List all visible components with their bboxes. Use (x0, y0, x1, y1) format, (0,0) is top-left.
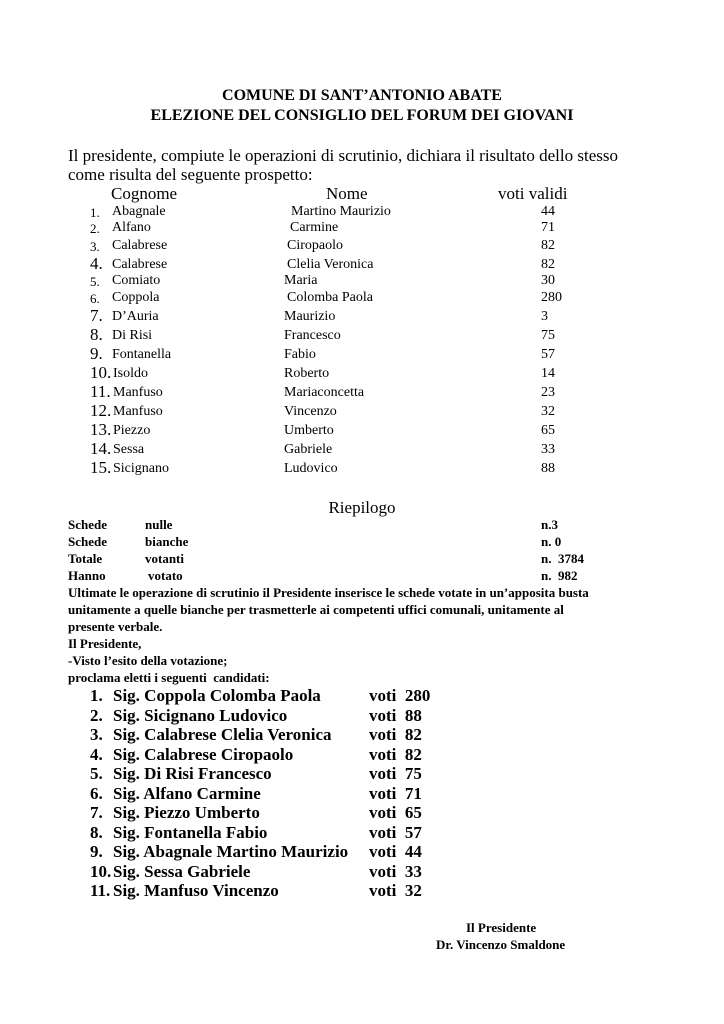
row-votes: 88 (541, 461, 555, 476)
summary-label-b: bianche (145, 534, 189, 549)
elected-name: Sig. Calabrese Ciropaolo (113, 745, 294, 764)
summary-label-b: votato (148, 568, 183, 583)
row-surname: Alfano (112, 220, 151, 235)
row-surname: Sessa (113, 442, 145, 457)
elected-votes: voti 44 (369, 842, 422, 861)
summary-label-a: Schede (68, 534, 107, 549)
row-surname: Calabrese (112, 257, 168, 272)
elected-name: Sig. Calabrese Clelia Veronica (113, 725, 332, 744)
elected-number: 5. (90, 764, 103, 783)
row-number: 9. (90, 344, 103, 363)
row-surname: Piezzo (113, 423, 151, 438)
header-subtitle: ELEZIONE DEL CONSIGLIO DEL FORUM DEI GIOVANI (150, 107, 574, 124)
elected-name: Sig. Abagnale Martino Maurizio (113, 842, 349, 861)
row-number: 4. (90, 254, 103, 273)
row-name: Clelia Veronica (287, 257, 374, 272)
row-number: 2. (90, 221, 100, 236)
row-surname: Di Risi (112, 328, 153, 343)
closing-line-1: Ultimate le operazione di scrutinio il Presidente inserisce le schede votate in un’apposita busta (68, 585, 589, 600)
row-votes: 30 (541, 273, 555, 288)
row-votes: 14 (541, 366, 555, 381)
elected-number: 3. (90, 725, 103, 744)
closing-line-3: presente verbale. (68, 619, 163, 634)
row-surname: Comiato (112, 273, 161, 288)
row-surname: Manfuso (113, 385, 163, 400)
summary-value: n.3 (541, 517, 558, 532)
row-votes: 82 (541, 238, 555, 253)
col-header-votes: voti validi (498, 184, 568, 203)
elected-votes: voti 65 (369, 803, 422, 822)
row-name: Mariaconcetta (284, 385, 365, 400)
row-number: 7. (90, 306, 103, 325)
row-number: 8. (90, 325, 103, 344)
closing-line-2: unitamente a quelle bianche per trasmetterle ai competenti uffici comunali, unitamente al (68, 602, 564, 617)
row-name: Roberto (284, 366, 330, 381)
elected-votes: voti 280 (369, 686, 431, 705)
row-name: Fabio (284, 347, 316, 362)
elected-number: 2. (90, 706, 103, 725)
summary-label-b: nulle (145, 517, 173, 532)
row-name: Ciropaolo (287, 238, 343, 253)
summary-value: n. 982 (541, 568, 578, 583)
row-name: Carmine (290, 220, 339, 235)
elected-name: Sig. Di Risi Francesco (113, 764, 272, 783)
summary-title: Riepilogo (328, 498, 396, 517)
summary-label-a: Totale (68, 551, 103, 566)
row-votes: 3 (541, 309, 548, 324)
row-name: Martino Maurizio (291, 204, 391, 219)
row-votes: 33 (541, 442, 555, 457)
summary-label-a: Schede (68, 517, 107, 532)
elected-votes: voti 82 (369, 725, 422, 744)
elected-votes: voti 88 (369, 706, 422, 725)
elected-votes: voti 75 (369, 764, 422, 783)
row-votes: 44 (541, 204, 555, 219)
summary-label-b: votanti (145, 551, 184, 566)
elected-number: 7. (90, 803, 103, 822)
row-votes: 23 (541, 385, 555, 400)
elected-number: 11. (90, 881, 111, 900)
row-surname: Calabrese (112, 238, 168, 253)
row-name: Maria (284, 273, 318, 288)
row-name: Colomba Paola (287, 290, 373, 305)
elected-votes: voti 71 (369, 784, 422, 803)
row-name: Gabriele (284, 442, 333, 457)
row-name: Umberto (284, 423, 334, 438)
row-number: 5. (90, 274, 100, 289)
elected-votes: voti 32 (369, 881, 422, 900)
elected-number: 8. (90, 823, 103, 842)
row-votes: 32 (541, 404, 555, 419)
elected-number: 9. (90, 842, 103, 861)
elected-name: Sig. Coppola Colomba Paola (113, 686, 321, 705)
signature-name: Dr. Vincenzo Smaldone (436, 937, 566, 952)
row-surname: Fontanella (112, 347, 172, 362)
summary-label-a: Hanno (68, 568, 106, 583)
row-number: 1. (90, 205, 100, 220)
signature-role: Il Presidente (466, 920, 537, 935)
summary-value: n. 3784 (541, 551, 584, 566)
row-surname: Coppola (112, 290, 160, 305)
closing-line-5: -Visto l’esito della votazione; (68, 653, 228, 668)
row-votes: 57 (541, 347, 555, 362)
elected-number: 6. (90, 784, 103, 803)
row-surname: Abagnale (112, 204, 166, 219)
row-number: 15. (90, 458, 112, 477)
elected-number: 4. (90, 745, 103, 764)
elected-number: 10. (90, 862, 112, 881)
elected-number: 1. (90, 686, 103, 705)
intro-line-1: Il presidente, compiute le operazioni di scrutinio, dichiara il risultato dello stesso (68, 146, 618, 165)
row-name: Vincenzo (284, 404, 337, 419)
elected-name: Sig. Sessa Gabriele (113, 862, 251, 881)
row-number: 12. (90, 401, 112, 420)
row-votes: 71 (541, 220, 555, 235)
elected-name: Sig. Alfano Carmine (113, 784, 261, 803)
intro-line-2: come risulta del seguente prospetto: (68, 165, 313, 184)
elected-name: Sig. Fontanella Fabio (113, 823, 268, 842)
row-number: 11. (90, 382, 111, 401)
row-name: Francesco (284, 328, 341, 343)
closing-line-6: proclama eletti i seguenti candidati: (68, 670, 270, 685)
row-votes: 75 (541, 328, 555, 343)
elected-votes: voti 57 (369, 823, 422, 842)
elected-name: Sig. Piezzo Umberto (113, 803, 260, 822)
elected-name: Sig. Sicignano Ludovico (113, 706, 288, 725)
col-header-name: Nome (326, 184, 368, 203)
row-name: Ludovico (284, 461, 338, 476)
closing-line-4: Il Presidente, (68, 636, 142, 651)
row-number: 3. (90, 239, 100, 254)
row-number: 6. (90, 291, 100, 306)
elected-name: Sig. Manfuso Vincenzo (113, 881, 279, 900)
row-number: 14. (90, 439, 112, 458)
row-votes: 82 (541, 257, 555, 272)
elected-votes: voti 82 (369, 745, 422, 764)
row-surname: D’Auria (112, 309, 159, 324)
row-surname: Manfuso (113, 404, 163, 419)
row-surname: Sicignano (113, 461, 169, 476)
row-name: Maurizio (284, 309, 336, 324)
elected-votes: voti 33 (369, 862, 422, 881)
header-title: COMUNE DI SANT’ANTONIO ABATE (222, 87, 502, 104)
row-number: 10. (90, 363, 112, 382)
row-votes: 65 (541, 423, 555, 438)
row-number: 13. (90, 420, 112, 439)
row-votes: 280 (541, 290, 562, 305)
summary-value: n. 0 (541, 534, 562, 549)
row-surname: Isoldo (113, 366, 148, 381)
col-header-surname: Cognome (111, 184, 178, 203)
